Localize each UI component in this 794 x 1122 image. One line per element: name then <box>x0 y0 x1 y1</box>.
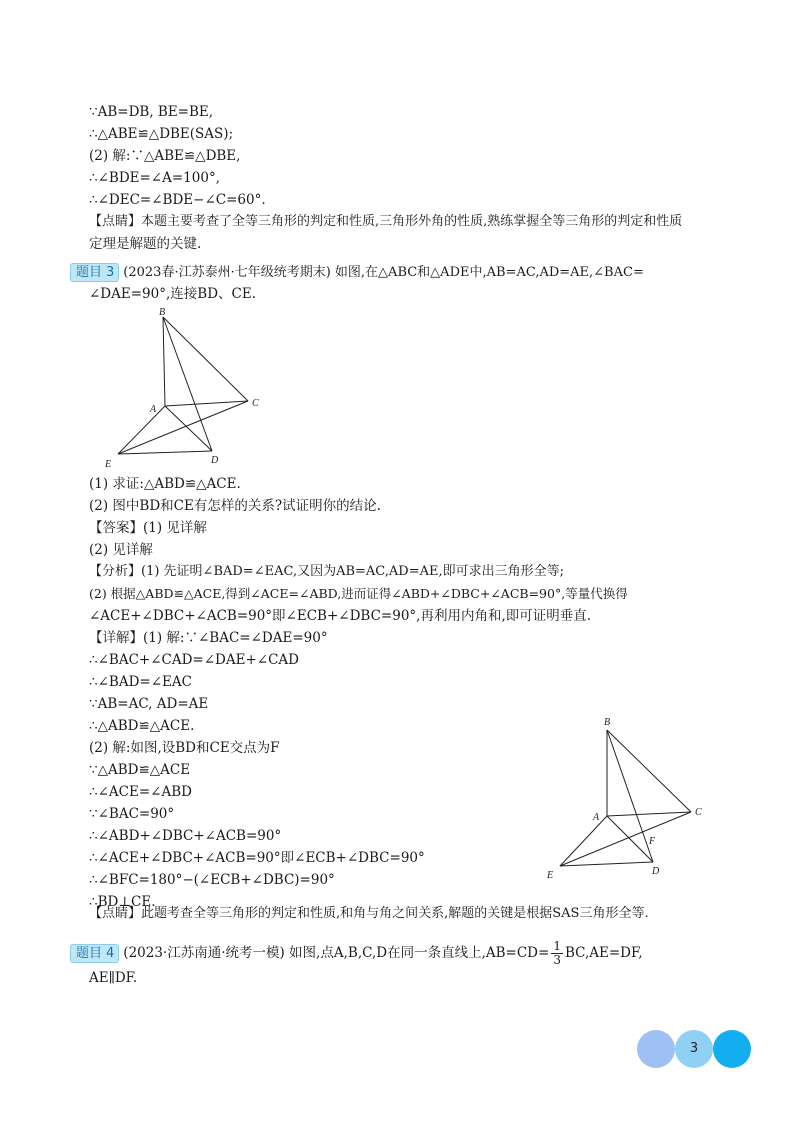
label-B: B <box>604 717 611 728</box>
note-line: 【点睛】此题考查全等三角形的判定和性质,和角与角之间关系,解题的关键是根据SAS三角形全等. <box>89 906 649 921</box>
text-line: (2) 根据△ABD≌△ACE,得到∠ACE=∠ABD,进而证得∠ABD+∠DBC+∠ACB=90°,等量代换得 <box>89 586 628 601</box>
text-line: ∴∠ABD+∠DBC+∠ACB=90° <box>89 828 282 844</box>
label-B: B <box>159 307 166 318</box>
text-line: ∴∠BFC=180°−(∠ECB+∠DBC)=90° <box>89 872 335 888</box>
page-number: 3 <box>689 1041 699 1056</box>
text-line: (2) 解:∵△ABE≌△DBE, <box>89 148 241 164</box>
text-line: ∴∠BAD=∠EAC <box>89 674 192 690</box>
text-line: ∴△ABE≌△DBE(SAS); <box>89 126 234 142</box>
answer-line: 【答案】(1) 见详解 <box>89 520 207 536</box>
triangle-figure-2 <box>540 712 720 887</box>
label-E: E <box>105 459 112 470</box>
text-line: ∵AB=AC, AD=AE <box>89 696 209 712</box>
text-line: ∴∠DEC=∠BDE−∠C=60°. <box>89 192 266 208</box>
text-line: ∠ACE+∠DBC+∠ACB=90°即∠ECB+∠DBC=90°,再利用内角和,即可证明垂直. <box>89 608 592 624</box>
fraction: $\frac{1}{3}$ <box>553 939 561 967</box>
question-4-header <box>70 940 643 967</box>
decor-circle <box>637 1030 675 1068</box>
question-3-header <box>70 262 644 283</box>
detail-line: 【详解】(1) 解:∵∠BAC=∠DAE=90° <box>89 630 328 646</box>
text-line: ∵△ABD≌△ACE <box>89 762 191 778</box>
label-C: C <box>252 398 259 409</box>
note-line: 【点睛】本题主要考查了全等三角形的判定和性质,三角形外角的性质,熟练掌握全等三角形的判定和性质 <box>89 214 683 229</box>
text-line: (2) 见详解 <box>89 542 153 558</box>
page-number-badge <box>637 1028 753 1068</box>
label-A: A <box>150 404 157 415</box>
text-line: (2) 图中BD和CE有怎样的关系?试证明你的结论. <box>89 498 381 514</box>
analysis-line: 【分析】(1) 先证明∠BAD=∠EAC,又因为AB=AC,AD=AE,即可求出三角形全等; <box>89 564 565 579</box>
question-4-line1a: (2023·江苏南通·统考一模) 如图,点A,B,C,D在同一条直线上,AB=CD= <box>123 945 550 961</box>
label-E: E <box>547 870 554 881</box>
question-4-line2: AE∥DF. <box>89 970 138 986</box>
question-3-line2: ∠DAE=90°,连接BD、CE. <box>89 286 256 302</box>
note-line: 定理是解题的关键. <box>89 236 202 252</box>
text-line: ∵∠BAC=90° <box>89 806 175 822</box>
text-line: ∴∠ACE=∠ABD <box>89 784 192 800</box>
text-line: ∴△ABD≌△ACE. <box>89 718 195 734</box>
label-A: A <box>593 812 600 823</box>
text-line: (1) 求证:△ABD≌△ACE. <box>89 476 241 492</box>
triangle-figure-1 <box>100 305 270 475</box>
question-3-line1: (2023春·江苏泰州·七年级统考期末) 如图,在△ABC和△ADE中,AB=AC,AD=AE,∠BAC= <box>123 265 644 280</box>
label-D: D <box>652 866 660 877</box>
question-tag: 题目 4 <box>70 944 119 963</box>
label-C: C <box>695 807 702 818</box>
text-line: (2) 解:如图,设BD和CE交点为F <box>89 740 280 756</box>
text-line: ∵AB=DB, BE=BE, <box>89 104 214 120</box>
text-line: ∴∠ACE+∠DBC+∠ACB=90°即∠ECB+∠DBC=90° <box>89 850 425 866</box>
question-4-line1b: BC,AE=DF, <box>564 945 643 961</box>
label-F: F <box>649 836 656 847</box>
label-D: D <box>211 455 219 466</box>
text-line: ∴∠BAC+∠CAD=∠DAE+∠CAD <box>89 652 300 668</box>
text-line: ∴BD⊥CE. <box>89 894 156 910</box>
question-tag: 题目 3 <box>70 263 119 282</box>
decor-circle <box>713 1030 751 1068</box>
text-line: ∴∠BDE=∠A=100°, <box>89 170 220 186</box>
